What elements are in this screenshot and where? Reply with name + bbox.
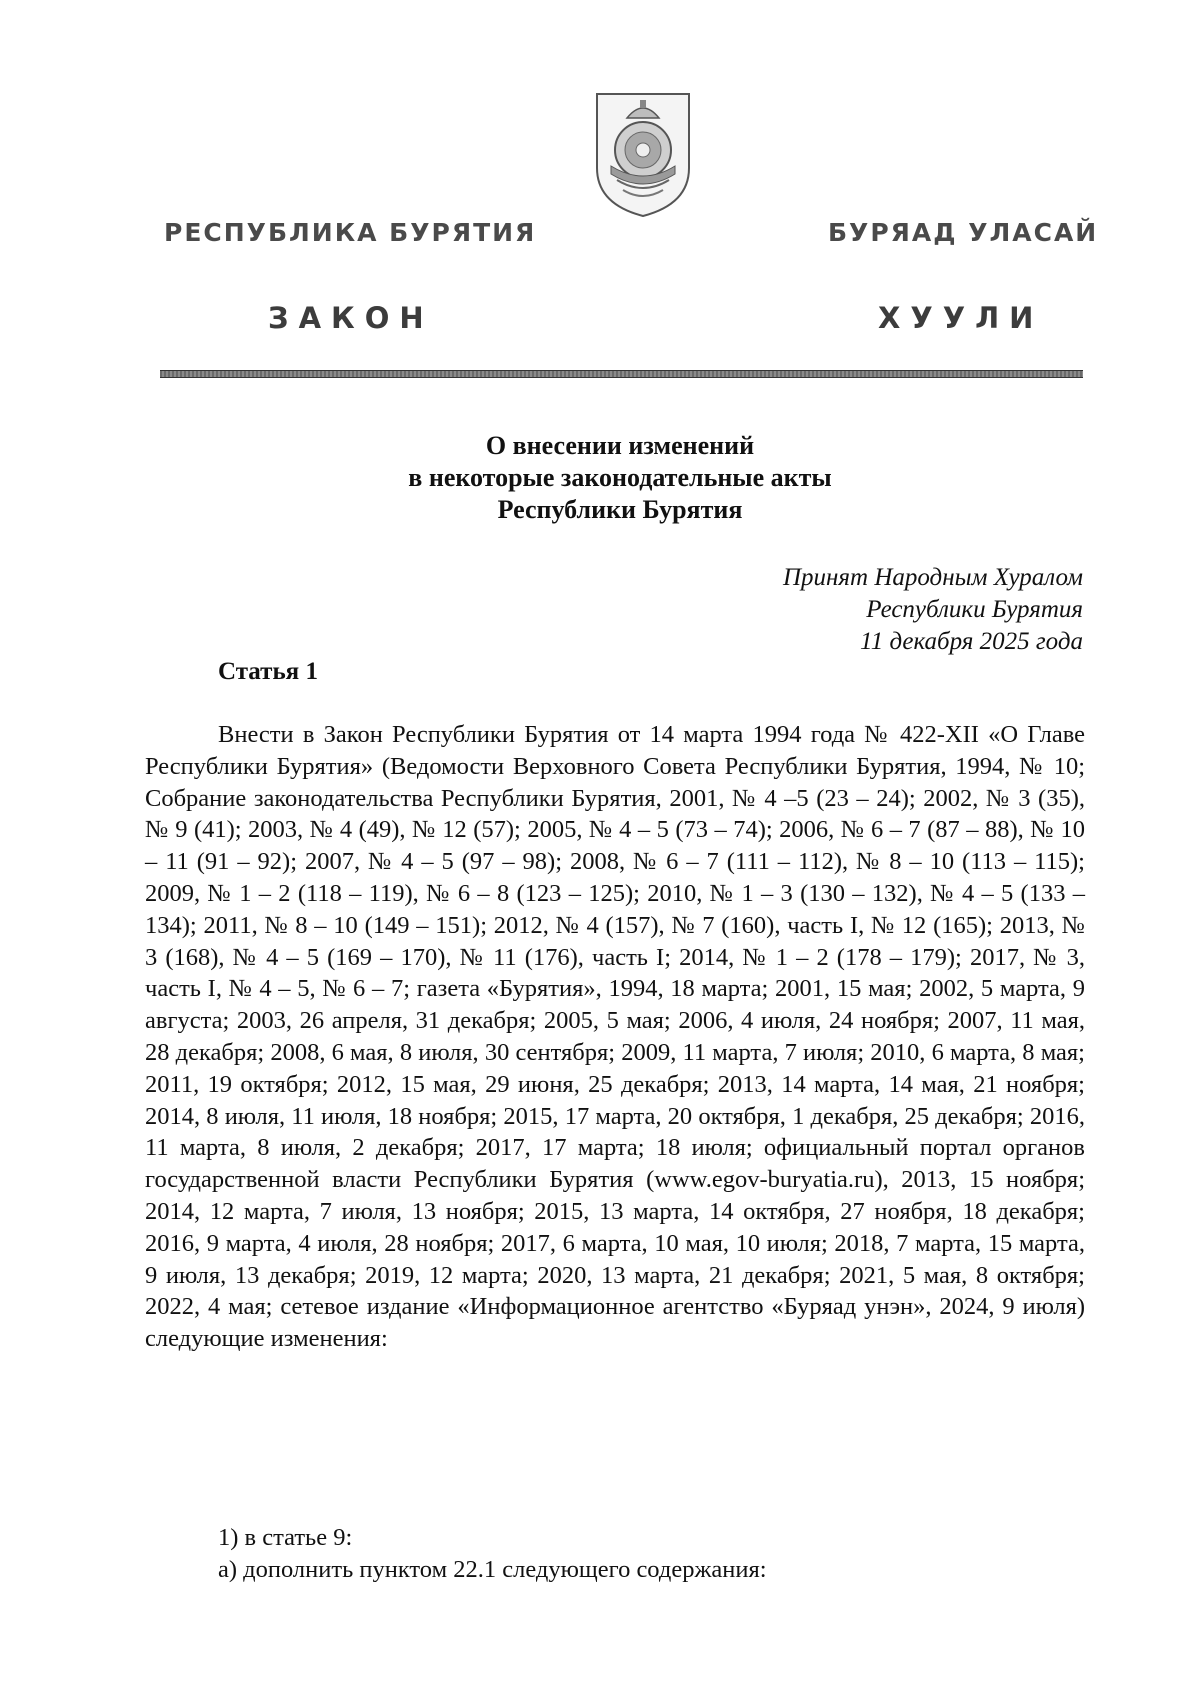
document-type-buryat: ХУУЛИ	[878, 301, 1044, 335]
amendment-subitem: а) дополнить пунктом 22.1 следующего содержания:	[218, 1556, 767, 1583]
title-line: в некоторые законодательные акты	[408, 463, 832, 492]
article-heading: Статья 1	[218, 658, 318, 685]
adoption-note	[783, 562, 1083, 658]
coat-of-arms-emblem	[593, 88, 693, 220]
adoption-line: Принят Народным Хуралом	[782, 564, 1083, 591]
adoption-date: 11 декабря 2025 года	[860, 628, 1083, 655]
title-line: О внесении изменений	[485, 431, 755, 460]
document-type-russian: ЗАКОН	[268, 301, 434, 335]
adoption-line: Республики Бурятия	[866, 596, 1083, 623]
republic-name-buryat: БУРЯАД УЛАСАЙ	[828, 218, 1099, 247]
document-title	[300, 430, 940, 526]
article-paragraph: Внести в Закон Республики Бурятия от 14 марта 1994 года № 422-XII «О Главе Республики Бурятия» (Ведомости Верховного Совета Республики Бурятия, 1994, № 10; Собрание законодательства Республики Бурятия, 2001, № 4 –5 (23 – 24); 2002, № 3 (35), № 9 (41); 2003, № 4 (49), № 12 (57); 2005, № 4 – 5 (73 – 74); 2006, № 6 – 7 (87 – 88), № 10 – 11 (91 – 92); 2007, № 4 – 5 (97 – 98); 2008, № 6 – 7 (111 – 112), № 8 – 10 (113 – 115); 2009, № 1 – 2 (118 – 119), № 6 – 8 (123 – 125); 2010, № 1 – 3 (130 – 132), № 4 – 5 (133 – 134); 2011, № 8 – 10 (149 – 151); 2012, № 4 (157), № 7 (160), часть I, № 12 (165); 2013, № 3 (168), № 4 – 5 (169 – 170), № 11 (176), часть I; 2014, № 1 – 2 (178 – 179); 2017, № 3, часть I, № 4 – 5, № 6 – 7; газета «Бурятия», 1994, 18 марта; 2001, 15 мая; 2002, 5 марта, 9 августа; 2003, 26 апреля, 31 декабря; 2005, 5 мая; 2006, 4 июля, 24 ноября; 2007, 11 мая, 28 декабря; 2008, 6 мая, 8 июля, 30 сентября; 2009, 11 марта, 7 июля; 2010, 6 марта, 8 мая; 2011, 19 октября; 2012, 15 мая, 29 июня, 25 декабря; 2013, 14 марта, 14 мая, 21 ноября; 2014, 8 июля, 11 июля, 18 ноября; 2015, 17 марта, 20 октября, 1 декабря, 25 декабря; 2016, 11 марта, 8 июля, 2 декабря; 2017, 17 марта; 18 июля; официальный портал органов государственной власти Республики Бурятия (www.egov-buryatia.ru), 2013, 15 ноября; 2014, 12 марта, 7 июля, 13 ноября; 2015, 13 марта, 14 октября, 27 ноября, 18 декабря; 2016, 9 марта, 4 июля, 28 ноября; 2017, 6 марта, 10 мая, 10 июля; 2018, 7 марта, 15 марта, 9 июля, 13 декабря; 2019, 12 марта; 2020, 13 марта, 21 декабря; 2021, 5 мая, 8 октября; 2022, 4 мая; сетевое издание «Информационное агентство «Буряад унэн», 2024, 9 июля) следующие изменения:	[145, 721, 1085, 1353]
header-divider	[160, 370, 1083, 378]
amendment-item: 1) в статье 9:	[218, 1524, 353, 1551]
republic-name-russian: РЕСПУБЛИКА БУРЯТИЯ	[164, 218, 537, 247]
title-line: Республики Бурятия	[497, 495, 743, 524]
